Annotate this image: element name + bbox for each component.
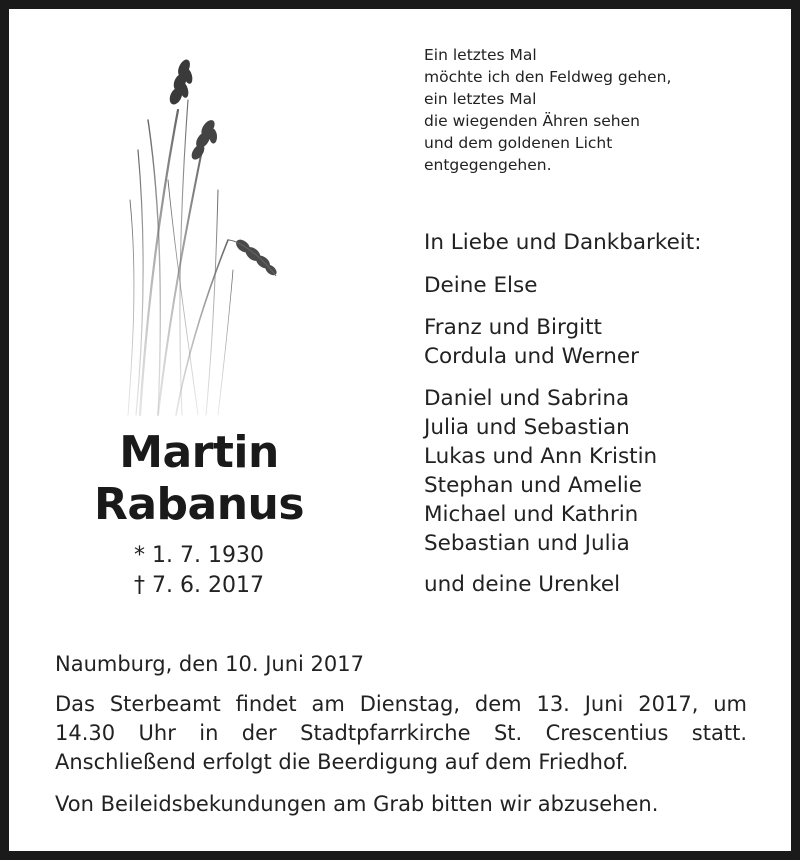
service-line: 14.30 Uhr in der Stadtpfarrkirche St. Crescentius statt. [55,721,747,745]
mourner-grandchildren: Julia und Sebastian [424,415,630,440]
birth-date: * 1. 7. 1930 [134,543,264,568]
wheat-ears-illustration [118,40,288,420]
poem-line: möchte ich den Feldweg gehen, [424,68,672,86]
mourners-intro: In Liebe und Dankbarkeit: [424,230,702,255]
condolence-note: Von Beileidsbekundungen am Grab bitten wir abzusehen. [55,792,659,816]
service-line: Das Sterbeamt findet am Dienstag, dem 13. Juni 2017, um [55,692,747,716]
death-date: † 7. 6. 2017 [134,573,264,598]
mourner-grandchildren: Lukas und Ann Kristin [424,444,658,469]
mourner-spouse: Deine Else [424,273,538,298]
deceased-last-name: Rabanus [93,479,305,530]
mourner-grandchildren: Daniel und Sabrina [424,386,630,411]
mourners-list [424,228,701,599]
mourner-grandchildren: Michael und Kathrin [424,502,639,527]
mourner-great-grandchildren: und deine Urenkel [424,572,621,597]
mourner-children: Franz und Birgitt [424,315,602,340]
poem-line: ein letztes Mal [424,90,537,108]
mourner-children: Cordula und Werner [424,344,639,369]
poem [424,44,671,176]
mourner-grandchildren: Sebastian und Julia [424,531,630,556]
deceased-first-name: Martin [119,427,279,478]
poem-line: Ein letztes Mal [424,46,537,64]
poem-line: und dem goldenen Licht [424,134,613,152]
place-date: Naumburg, den 10. Juni 2017 [55,652,365,676]
mourner-grandchildren: Stephan und Amelie [424,473,643,498]
service-line: Anschließend erfolgt die Beerdigung auf dem Friedhof. [55,750,629,774]
funeral-service-text [55,690,747,777]
poem-line: die wiegenden Ähren sehen [424,112,640,130]
poem-line: entgegengehen. [424,156,552,174]
